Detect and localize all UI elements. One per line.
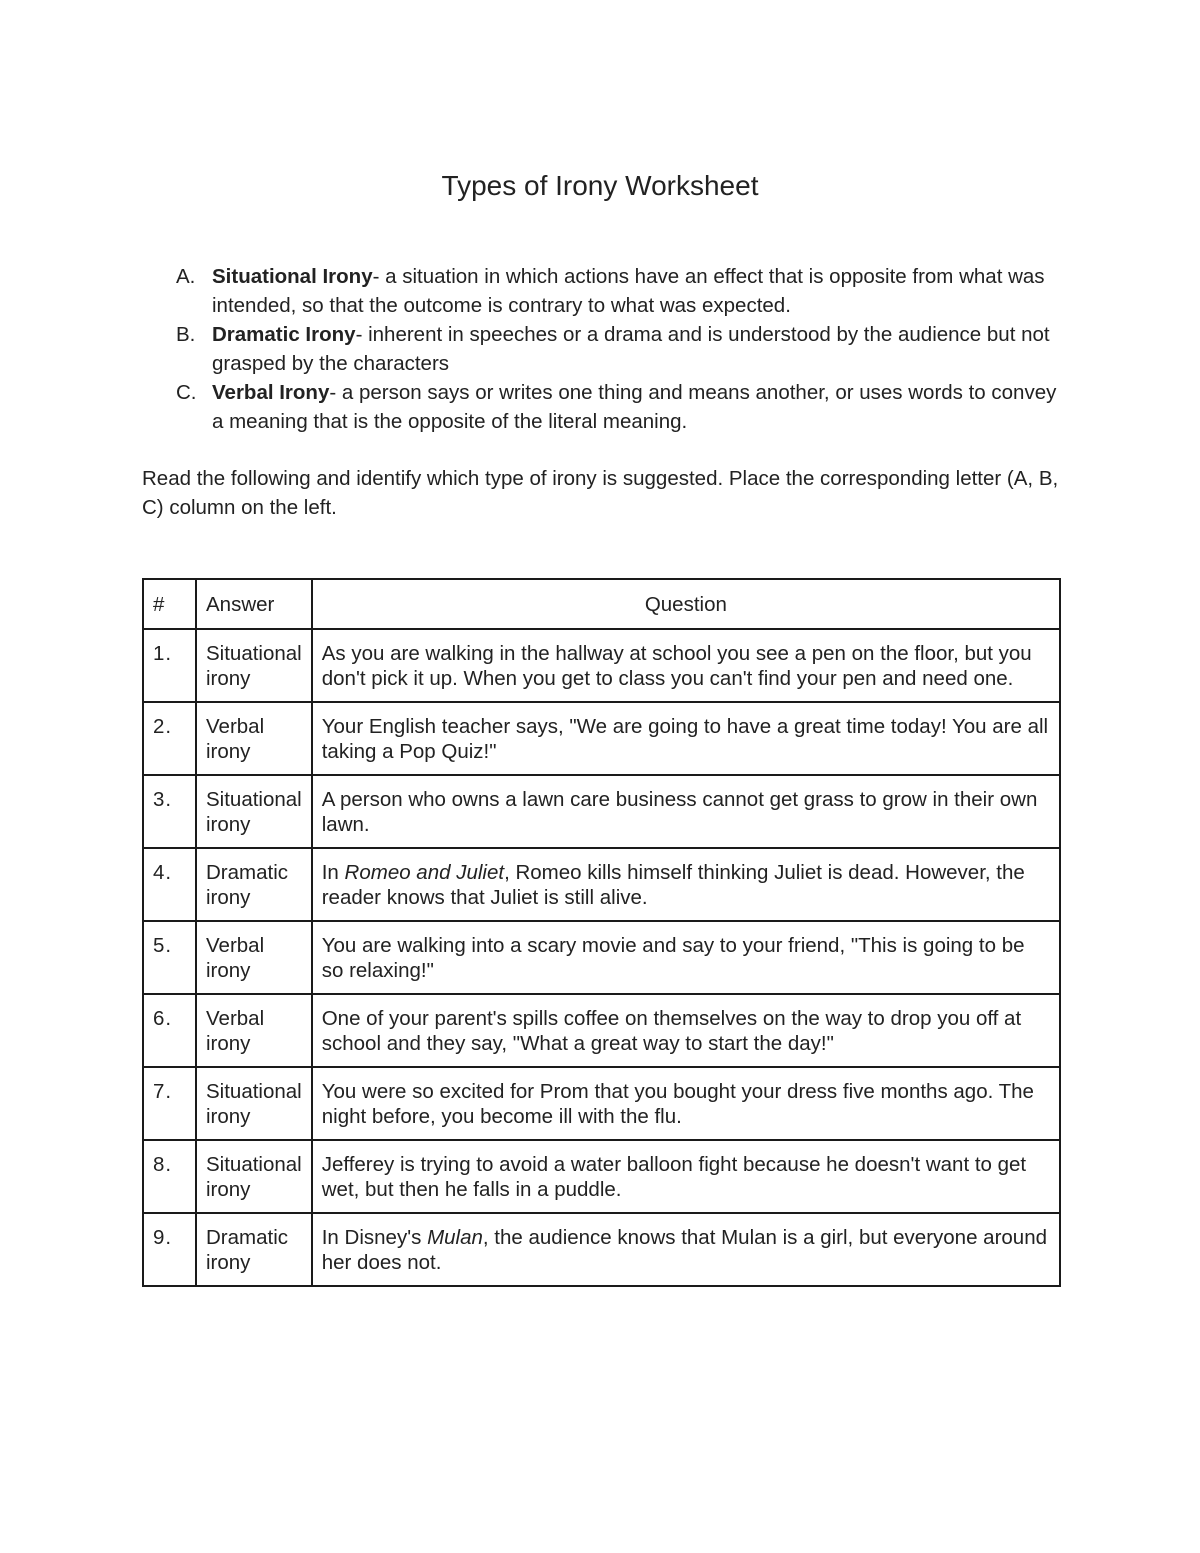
question-text: You are walking into a scary movie and say to your friend, "This is going to be so relaxing!"	[321, 934, 1025, 982]
row-number: 4.	[143, 848, 196, 921]
row-number: 5.	[143, 921, 196, 994]
page-title: Types of Irony Worksheet	[441, 170, 759, 201]
definition-item	[176, 378, 1066, 436]
header-question: Question	[312, 579, 1060, 629]
table-row	[143, 921, 1060, 994]
row-question	[312, 1140, 1060, 1213]
irony-questions-table	[142, 578, 1061, 1287]
question-text: A person who owns a lawn care business cannot get grass to grow in their own lawn.	[321, 788, 1038, 836]
question-text: In Disney's	[321, 1226, 428, 1249]
row-question	[312, 629, 1060, 702]
row-answer: Situational irony	[196, 1067, 312, 1140]
row-answer: Dramatic irony	[196, 1213, 312, 1286]
question-text-rest: , Romeo kills himself thinking Juliet is dead. However, the reader knows that Juliet is still alive.	[321, 861, 1025, 909]
row-number: 9.	[143, 1213, 196, 1286]
table-row	[143, 994, 1060, 1067]
definition-term: Dramatic Irony	[212, 323, 356, 346]
row-answer: Situational irony	[196, 775, 312, 848]
row-number: 1.	[143, 629, 196, 702]
table-header-row	[143, 579, 1060, 629]
row-question	[312, 702, 1060, 775]
instructions-text: Read the following and identify which type of irony is suggested. Place the corresponding letter (A, B, C) column on the left.	[142, 467, 1059, 519]
question-text: Jefferey is trying to avoid a water balloon fight because he doesn't want to get wet, but then he falls in a puddle.	[321, 1153, 1027, 1201]
definition-letter: A.	[176, 265, 196, 288]
header-answer: Answer	[196, 579, 312, 629]
table-row	[143, 1213, 1060, 1286]
row-question	[312, 775, 1060, 848]
definition-item	[176, 262, 1066, 320]
definition-body	[212, 320, 1066, 378]
table-row	[143, 702, 1060, 775]
row-number: 6.	[143, 994, 196, 1067]
definition-letter: B.	[176, 323, 196, 346]
row-answer: Situational irony	[196, 1140, 312, 1213]
definition-text: - a situation in which actions have an effect that is opposite from what was intended, so that the outcome is contrary to what was expected.	[212, 265, 1045, 317]
table-row	[143, 1067, 1060, 1140]
row-answer: Situational irony	[196, 629, 312, 702]
definition-item	[176, 320, 1066, 378]
table-row	[143, 629, 1060, 702]
row-question	[312, 1067, 1060, 1140]
definition-body	[212, 378, 1066, 436]
row-answer: Verbal irony	[196, 994, 312, 1067]
definitions-list	[176, 262, 1066, 436]
definition-text: - inherent in speeches or a drama and is understood by the audience but not grasped by the characters	[212, 323, 1050, 375]
row-answer: Verbal irony	[196, 921, 312, 994]
row-question	[312, 921, 1060, 994]
question-title: Mulan	[427, 1226, 483, 1249]
definition-term: Situational Irony	[212, 265, 373, 288]
row-number: 2.	[143, 702, 196, 775]
row-question	[312, 1213, 1060, 1286]
definition-text: - a person says or writes one thing and means another, or uses words to convey a meaning that is the opposite of the literal meaning.	[212, 381, 1057, 433]
table-row	[143, 1140, 1060, 1213]
question-text: One of your parent's spills coffee on themselves on the way to drop you off at school and they say, "What a great way to start the day!"	[321, 1007, 1022, 1055]
question-text: In	[321, 861, 345, 884]
question-title: Romeo and Juliet	[344, 861, 505, 884]
row-answer: Verbal irony	[196, 702, 312, 775]
question-text: You were so excited for Prom that you bought your dress five months ago. The night before, you become ill with the flu.	[321, 1080, 1034, 1128]
table-row	[143, 848, 1060, 921]
question-text: As you are walking in the hallway at school you see a pen on the floor, but you don't pick it up. When you get to class you can't find your pen and need one.	[321, 642, 1032, 690]
question-text: Your English teacher says, "We are going to have a great time today! You are all taking a Pop Quiz!"	[321, 715, 1049, 763]
header-number: #	[143, 579, 196, 629]
definition-letter: C.	[176, 381, 197, 404]
row-question	[312, 994, 1060, 1067]
definition-term: Verbal Irony	[212, 381, 330, 404]
row-answer: Dramatic irony	[196, 848, 312, 921]
row-number: 7.	[143, 1067, 196, 1140]
row-number: 8.	[143, 1140, 196, 1213]
question-text-rest: , the audience knows that Mulan is a girl, but everyone around her does not.	[321, 1226, 1047, 1274]
row-number: 3.	[143, 775, 196, 848]
table-row	[143, 775, 1060, 848]
definition-body	[212, 262, 1066, 320]
row-question	[312, 848, 1060, 921]
